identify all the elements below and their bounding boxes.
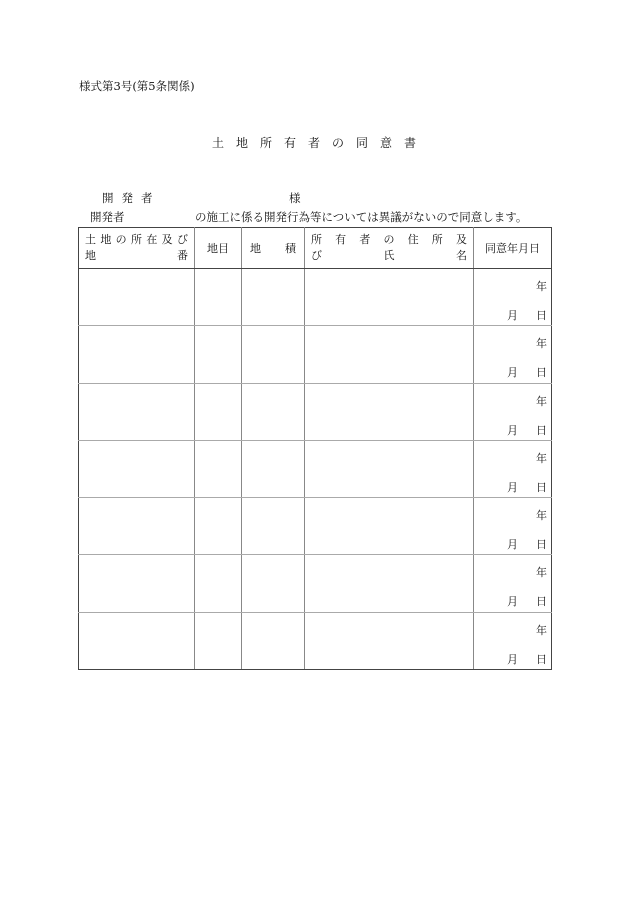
developer-label: 開発者: [90, 210, 125, 224]
cell-location[interactable]: [79, 612, 195, 669]
cell-location[interactable]: [79, 440, 195, 497]
cell-land-category[interactable]: [195, 440, 242, 497]
date-year-label: 年: [536, 280, 547, 293]
cell-consent-date[interactable]: [474, 383, 552, 440]
cell-consent-date[interactable]: [474, 555, 552, 612]
date-day-label: 日: [536, 423, 547, 437]
date-day-label: 日: [536, 538, 547, 552]
cell-area[interactable]: [242, 498, 305, 555]
date-month-label: 月: [507, 309, 518, 322]
cell-owner[interactable]: [305, 612, 474, 669]
table-row: [79, 555, 552, 612]
addressee-label: 開発者: [102, 191, 161, 205]
table-header-row: [79, 228, 552, 269]
cell-consent-date[interactable]: [474, 612, 552, 669]
cell-owner[interactable]: [305, 498, 474, 555]
header-owner: 所 有 者 の 住 所 及 び 氏 名: [305, 228, 474, 269]
cell-area[interactable]: [242, 555, 305, 612]
date-year-label: 年: [536, 337, 547, 351]
cell-area[interactable]: [242, 326, 305, 383]
cell-area[interactable]: [242, 612, 305, 669]
cell-owner[interactable]: [305, 269, 474, 326]
table-row: [79, 383, 552, 440]
cell-consent-date[interactable]: [474, 269, 552, 326]
table-row: [79, 498, 552, 555]
consent-table: [78, 227, 552, 670]
form-number: 様式第3号(第5条関係): [79, 79, 195, 93]
table-row: [79, 440, 552, 497]
cell-location[interactable]: [79, 498, 195, 555]
cell-location[interactable]: [79, 555, 195, 612]
date-month-label: 月: [507, 480, 518, 494]
date-month-label: 月: [507, 595, 518, 609]
header-area: 地 積: [242, 228, 305, 269]
cell-land-category[interactable]: [195, 498, 242, 555]
date-month-label: 月: [507, 538, 518, 552]
cell-consent-date[interactable]: [474, 440, 552, 497]
cell-land-category[interactable]: [195, 326, 242, 383]
cell-owner[interactable]: [305, 555, 474, 612]
header-location: 土 地 の 所 在 及 び 地 番: [79, 228, 195, 269]
date-day-label: 日: [536, 480, 547, 494]
date-year-label: 年: [536, 394, 547, 408]
date-month-label: 月: [507, 366, 518, 380]
cell-area[interactable]: [242, 440, 305, 497]
table-row: [79, 612, 552, 669]
date-day-label: 日: [536, 309, 547, 322]
cell-land-category[interactable]: [195, 269, 242, 326]
cell-consent-date[interactable]: [474, 326, 552, 383]
date-year-label: 年: [536, 451, 547, 465]
date-month-label: 月: [507, 652, 518, 666]
table-row: [79, 326, 552, 383]
date-day-label: 日: [536, 595, 547, 609]
cell-consent-date[interactable]: [474, 498, 552, 555]
cell-owner[interactable]: [305, 383, 474, 440]
cell-location[interactable]: [79, 383, 195, 440]
date-year-label: 年: [536, 509, 547, 523]
date-year-label: 年: [536, 566, 547, 580]
cell-location[interactable]: [79, 326, 195, 383]
cell-owner[interactable]: [305, 440, 474, 497]
date-year-label: 年: [536, 623, 547, 637]
cell-location[interactable]: [79, 269, 195, 326]
cell-area[interactable]: [242, 269, 305, 326]
date-month-label: 月: [507, 423, 518, 437]
date-day-label: 日: [536, 652, 547, 666]
cell-owner[interactable]: [305, 326, 474, 383]
document-title: 土地所有者の同意書: [211, 136, 428, 150]
header-land-category: 地目: [195, 228, 242, 269]
cell-land-category[interactable]: [195, 555, 242, 612]
header-consent-date: 同意年月日: [474, 228, 552, 269]
honorific: 様: [289, 191, 301, 205]
cell-land-category[interactable]: [195, 383, 242, 440]
date-day-label: 日: [536, 366, 547, 380]
cell-land-category[interactable]: [195, 612, 242, 669]
table-row: [79, 269, 552, 326]
cell-area[interactable]: [242, 383, 305, 440]
consent-statement: の施工に係る開発行為等については異議がないので同意します。: [195, 210, 528, 224]
